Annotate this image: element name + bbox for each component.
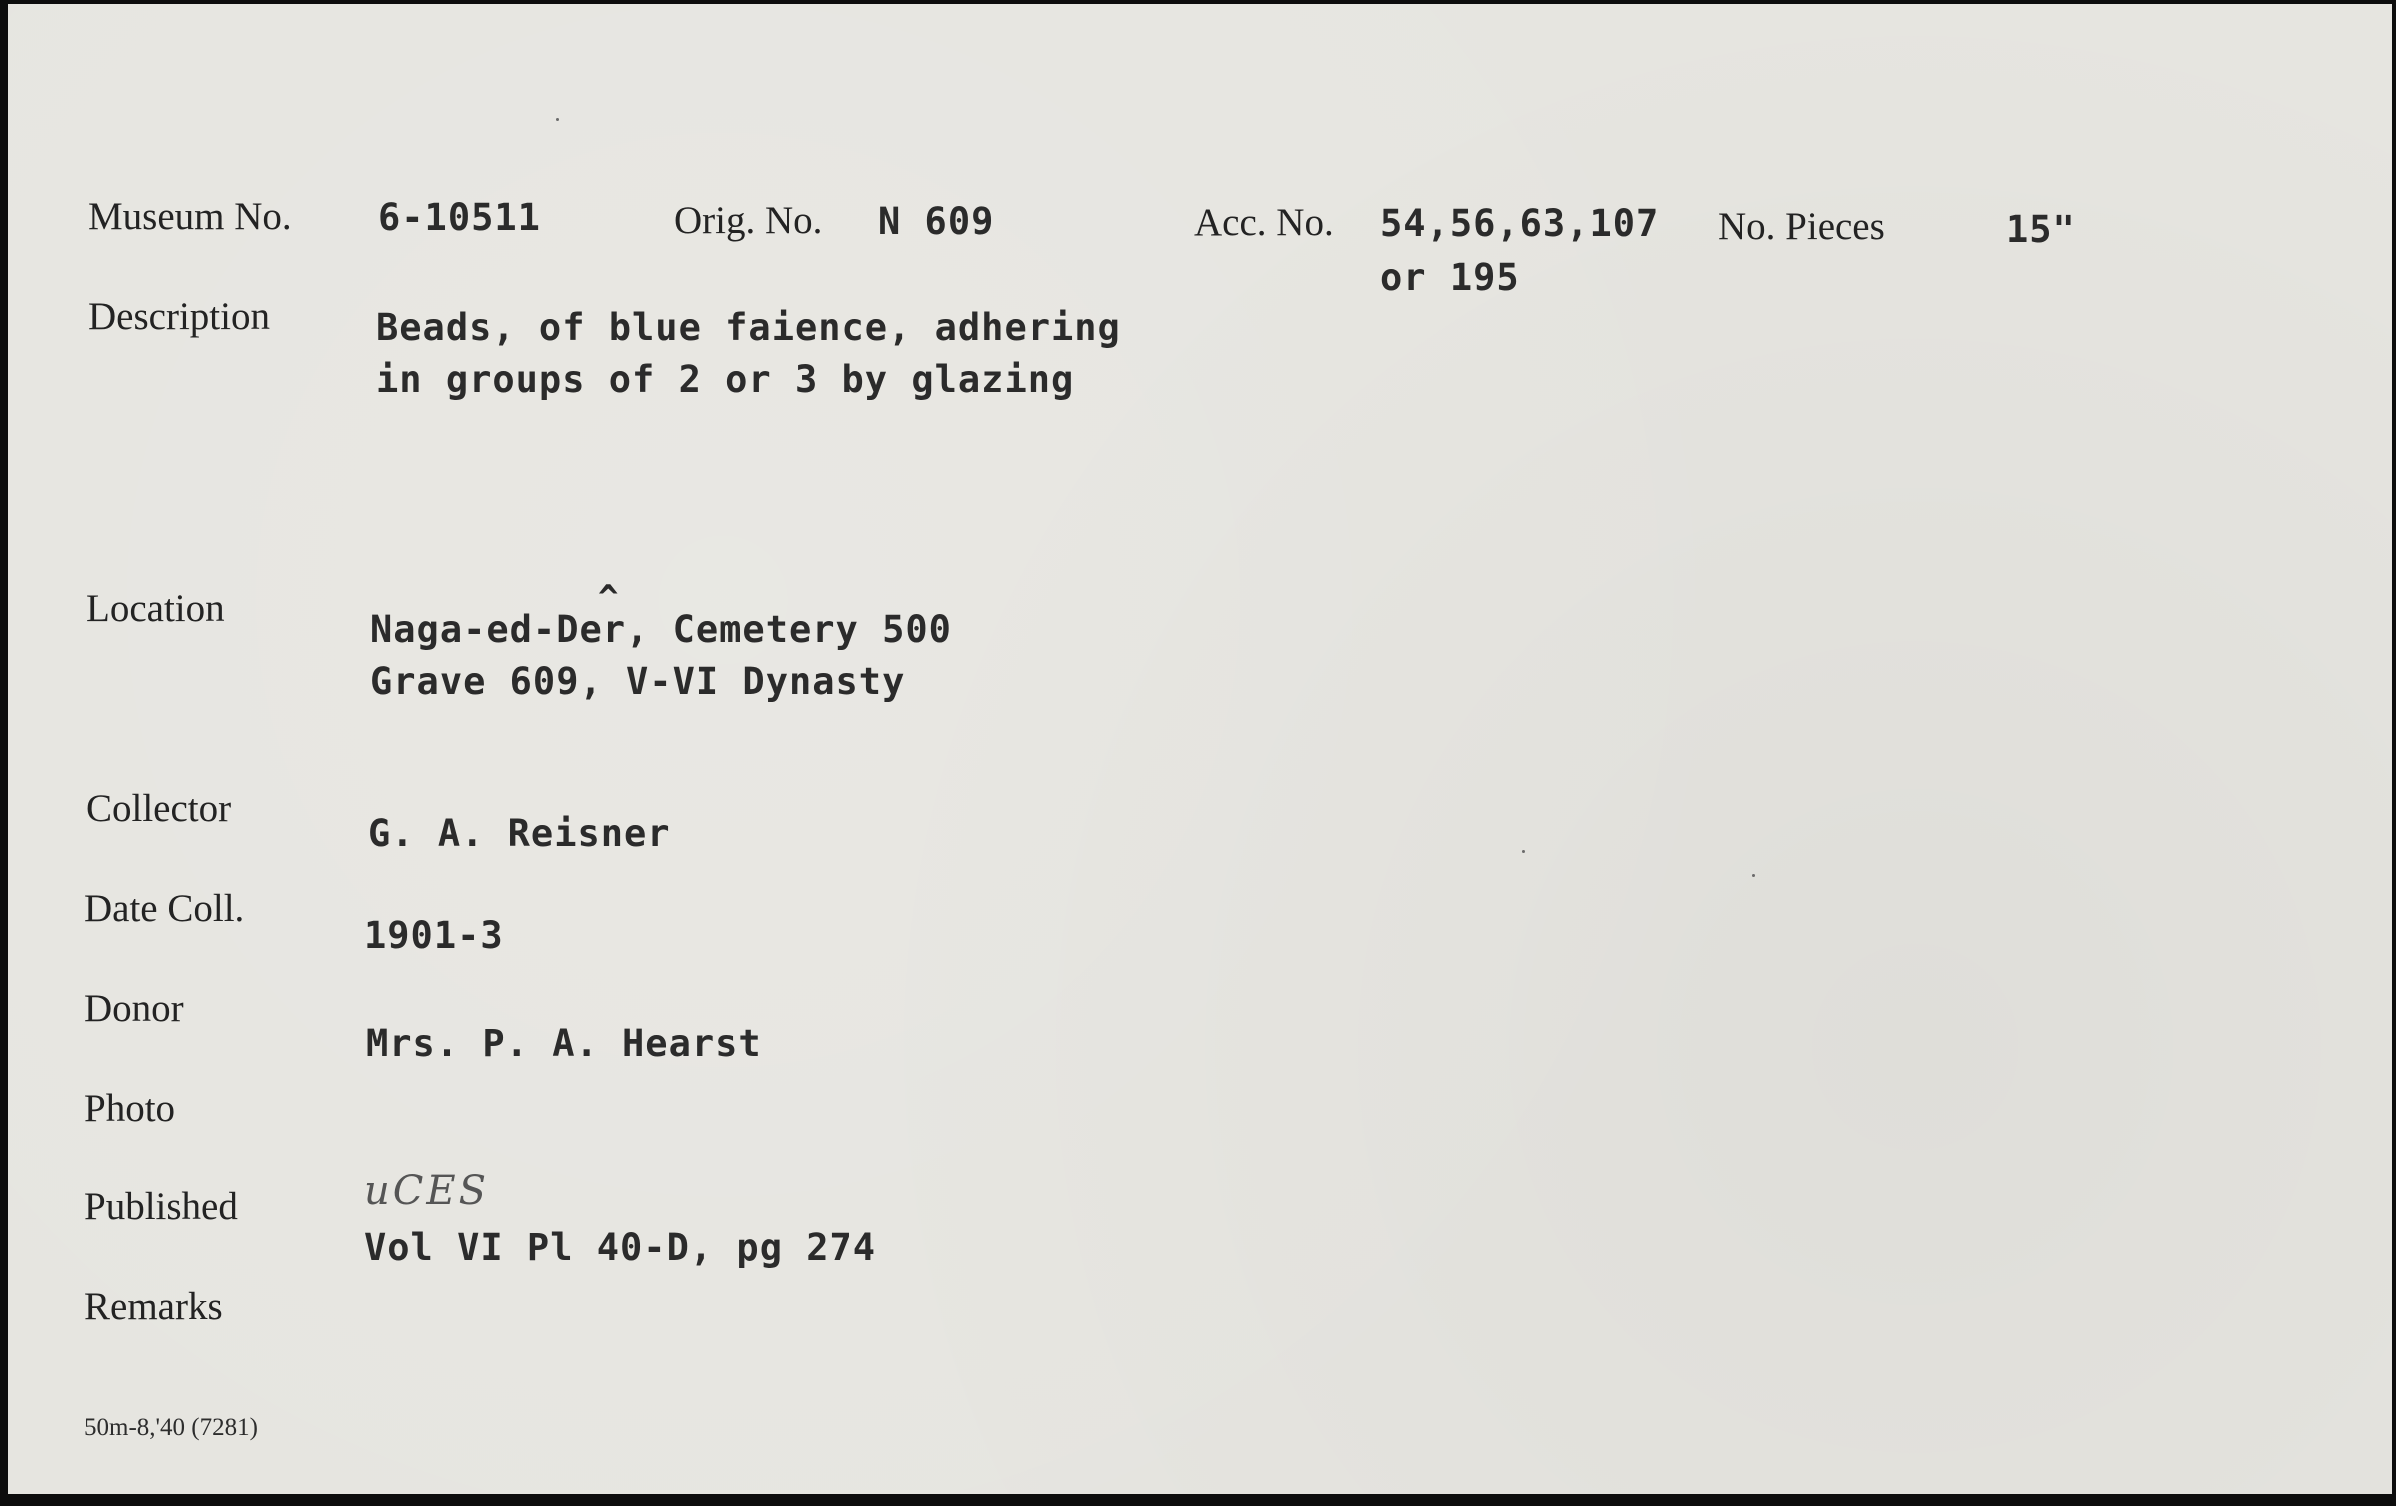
paper-speck <box>1522 850 1525 853</box>
collector-label: Collector <box>86 787 232 830</box>
paper-speck <box>556 118 559 121</box>
orig-no-value: N 609 <box>878 200 995 243</box>
published-label: Published <box>84 1185 238 1228</box>
location-value-line1: Naga-ed-Der, Cemetery 500 <box>370 608 952 651</box>
date-coll-value: 1901-3 <box>364 914 504 957</box>
location-label: Location <box>86 587 225 630</box>
orig-no-label: Orig. No. <box>674 199 823 242</box>
location-value-line2: Grave 609, V-VI Dynasty <box>370 660 906 703</box>
location-insertion-mark: ^ <box>598 578 619 618</box>
no-pieces-label: No. Pieces <box>1718 205 1885 248</box>
description-value-line1: Beads, of blue faience, adhering <box>376 306 1121 349</box>
form-code: 50m-8,'40 (7281) <box>84 1414 258 1441</box>
acc-no-value-line2: or 195 <box>1380 256 1520 299</box>
museum-no-label: Museum No. <box>88 195 292 238</box>
paper-speck <box>1752 874 1755 877</box>
no-pieces-value: 15" <box>2006 208 2076 251</box>
catalog-card <box>8 4 2392 1494</box>
acc-no-label: Acc. No. <box>1194 201 1334 244</box>
photo-label: Photo <box>84 1087 176 1130</box>
museum-no-value: 6-10511 <box>378 196 541 239</box>
published-handwritten-note: uCES <box>364 1168 489 1214</box>
description-value-line2: in groups of 2 or 3 by glazing <box>376 358 1075 401</box>
description-label: Description <box>88 295 270 338</box>
remarks-label: Remarks <box>84 1285 223 1328</box>
date-coll-label: Date Coll. <box>84 887 245 930</box>
collector-value: G. A. Reisner <box>368 812 671 855</box>
donor-label: Donor <box>84 987 184 1030</box>
donor-value: Mrs. P. A. Hearst <box>366 1022 762 1065</box>
published-value: Vol VI Pl 40-D, pg 274 <box>364 1226 877 1269</box>
acc-no-value-line1: 54,56,63,107 <box>1380 202 1660 245</box>
